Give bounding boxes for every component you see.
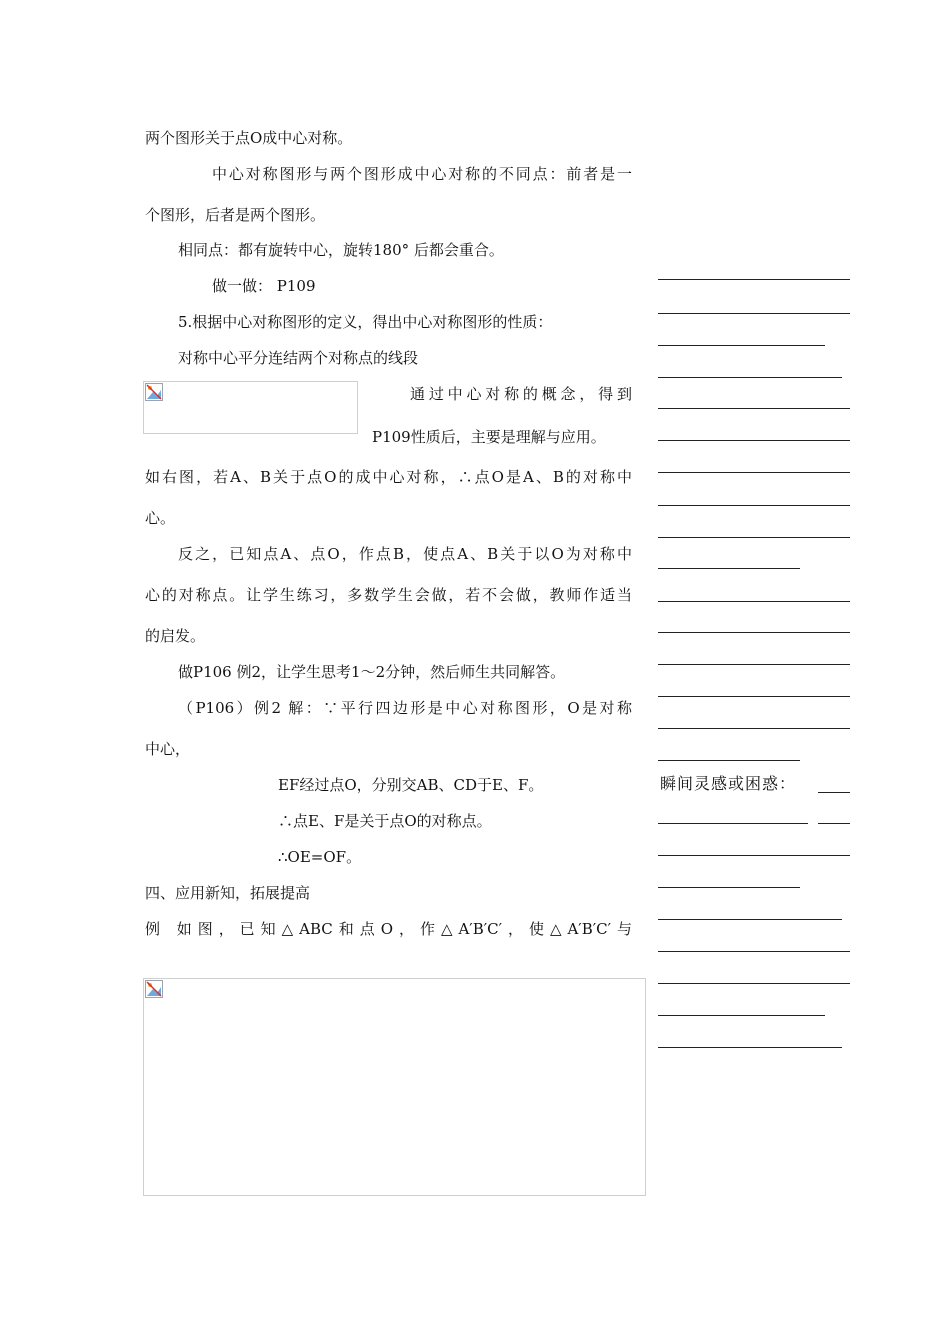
writing-line [658,760,800,761]
writing-line [658,1015,825,1016]
broken-image-icon [145,980,163,998]
writing-line [658,823,808,824]
writing-line [658,313,850,314]
paragraph-line: 如右图，若A、B关于点O的成中心对称，∴点O是A、B的对称中 [145,468,632,486]
notes-label: 瞬间灵感或困惑： [660,774,797,793]
writing-line [658,345,825,346]
writing-line [658,537,850,538]
paragraph-line: 5.根据中心对称图形的定义，得出中心对称图形的性质： [178,313,553,331]
writing-line [658,568,800,569]
writing-line [658,377,842,378]
paragraph-line: 通过中心对称的概念，得到 [410,385,632,403]
paragraph-line: 的启发。 [145,627,206,645]
paragraph-line: 心的对称点。让学生练习，多数学生会做，若不会做，教师作适当 [145,586,632,604]
writing-line [658,728,850,729]
paragraph-line: 相同点：都有旋转中心，旋转180° 后都会重合。 [178,241,504,259]
writing-line [658,1047,842,1048]
figure-placeholder-large [143,978,646,1196]
paragraph-line: EF经过点O，分别交AB、CD于E、F。 [278,776,544,794]
writing-line [658,919,842,920]
paragraph-line: ∴OE=OF。 [278,848,362,866]
paragraph-line: 个图形，后者是两个图形。 [145,206,326,224]
paragraph-line: P109性质后，主要是理解与应用。 [372,428,606,446]
writing-line [658,887,800,888]
paragraph-line: 例 如图，已知△ABC和点O，作△A′B′C′，使△A′B′C′与 [145,920,632,938]
paragraph-line: 中心， [145,740,191,758]
paragraph-line: 两个图形关于点O成中心对称。 [145,129,353,147]
writing-line [658,279,850,280]
paragraph-line: 心。 [145,509,176,527]
writing-line [658,983,850,984]
writing-line [818,823,850,824]
section-heading: 四、应用新知，拓展提高 [145,884,311,902]
writing-line [658,664,850,665]
paragraph-line: 做一做： P109 [212,277,316,295]
writing-line [658,951,850,952]
writing-line [658,696,850,697]
writing-line [818,792,850,793]
writing-line [658,632,850,633]
figure-placeholder-small [143,381,358,434]
writing-line [658,601,850,602]
writing-line [658,408,850,409]
broken-image-icon [145,383,163,401]
paragraph-line: 做P106 例2，让学生思考1～2分钟，然后师生共同解答。 [178,663,566,681]
paragraph-line: （P106）例2 解：∵平行四边形是中心对称图形，O是对称 [178,699,632,717]
paragraph-line: 中心对称图形与两个图形成中心对称的不同点：前者是一 [212,165,632,183]
paragraph-line: ∴点E、F是关于点O的对称点。 [278,812,492,830]
paragraph-line: 对称中心平分连结两个对称点的线段 [178,349,419,367]
writing-line [658,505,850,506]
writing-line [658,472,850,473]
writing-line [658,855,850,856]
writing-line [658,440,850,441]
paragraph-line: 反之，已知点A、点O，作点B，使点A、B关于以O为对称中 [178,545,632,563]
